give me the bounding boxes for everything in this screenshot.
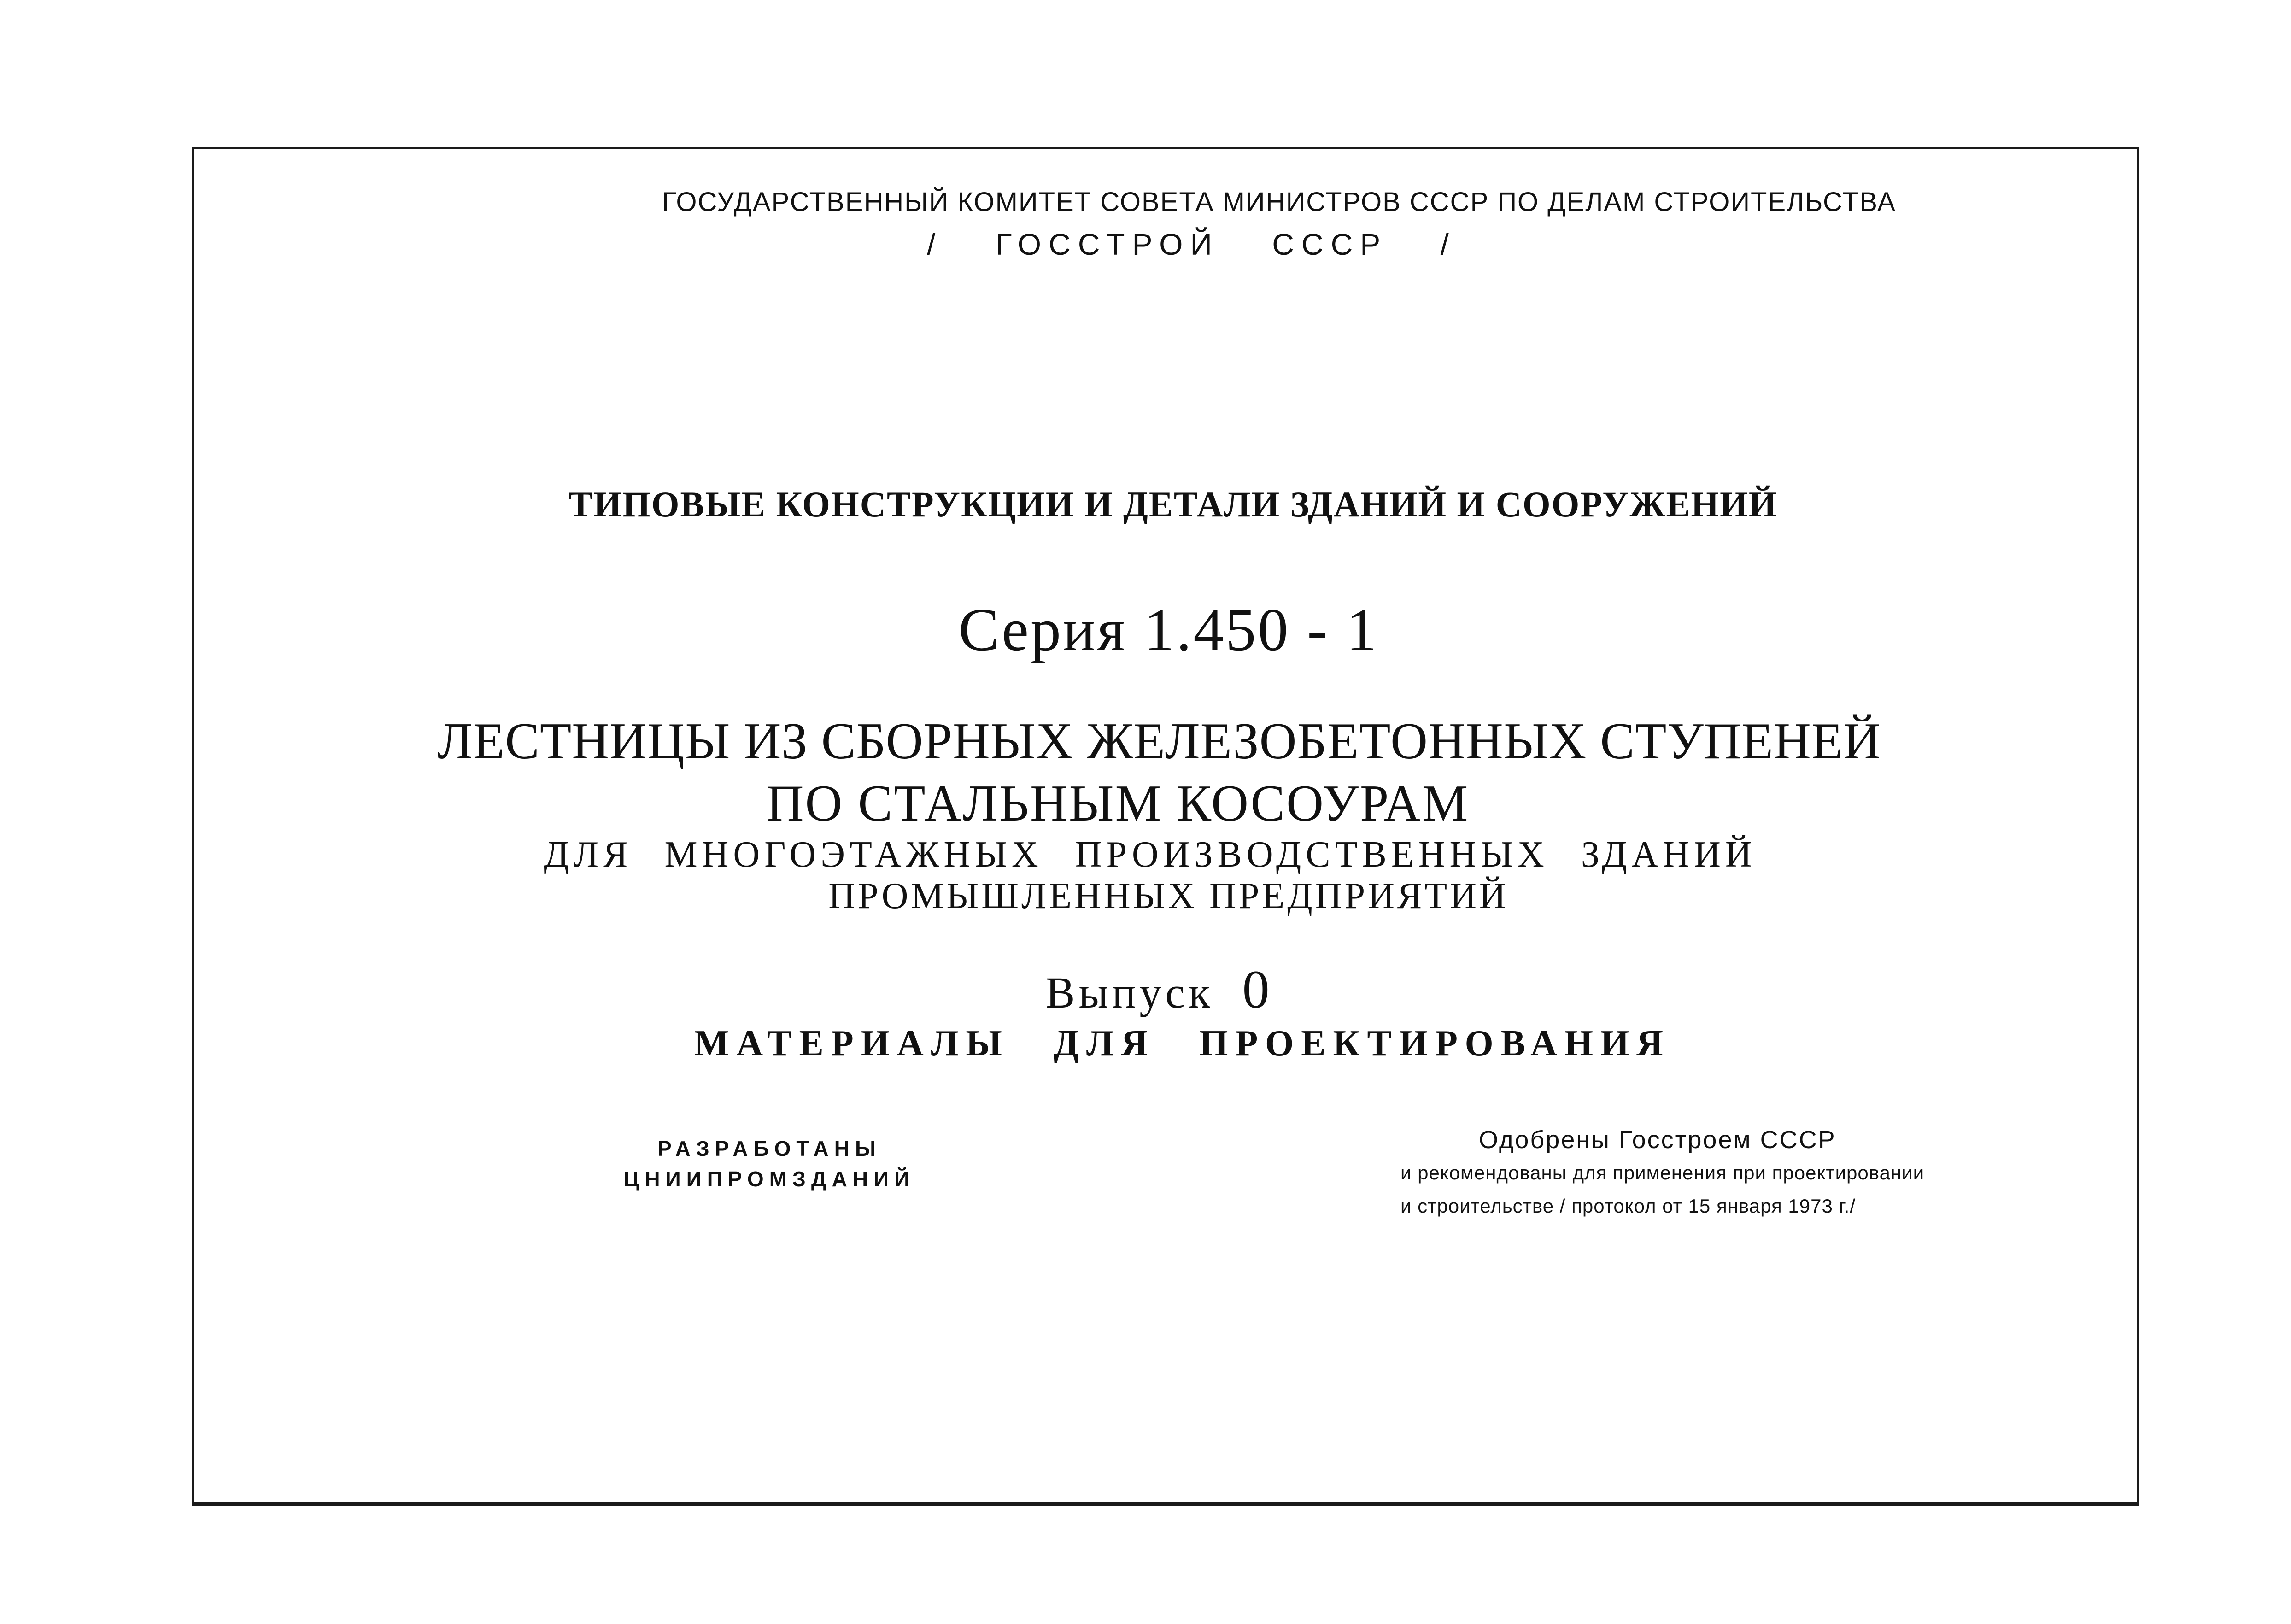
document-subtitle-line-1: ДЛЯ МНОГОЭТАЖНЫХ ПРОИЗВОДСТВЕННЫХ ЗДАНИЙ	[544, 834, 1757, 875]
issue-number: 0	[1242, 959, 1273, 1020]
developer-block	[585, 1133, 954, 1194]
issue-heading	[14, 958, 2291, 1021]
issue-label: Выпуск	[1045, 968, 1214, 1017]
approval-line-1: Одобрены Госстроем СССР	[1479, 1126, 1836, 1154]
issue-title: МАТЕРИАЛЫ ДЛЯ ПРОЕКТИРОВАНИЯ	[694, 1023, 1671, 1064]
developer-name: ЦНИИПРОМЗДАНИЙ	[623, 1167, 915, 1191]
document-title-line-2: ПО СТАЛЬНЫМ КОСОУРАМ	[766, 775, 1470, 832]
ministry-heading: ГОСУДАРСТВЕННЫЙ КОМИТЕТ СОВЕТА МИНИСТРОВ СССР ПО ДЕЛАМ СТРОИТЕЛЬСТВА	[662, 187, 1896, 217]
agency-heading: / ГОССТРОЙ СССР /	[927, 227, 1456, 261]
approval-block	[1400, 1123, 2101, 1223]
category-heading: ТИПОВЫЕ КОНСТРУКЦИИ И ДЕТАЛИ ЗДАНИЙ И СООРУЖЕНИЙ	[568, 484, 1778, 524]
document-subtitle-line-2: ПРОМЫШЛЕННЫХ ПРЕДПРИЯТИЙ	[828, 876, 1509, 916]
series-title: Серия 1.450 - 1	[958, 596, 1379, 663]
approval-line-3: и строительстве / протокол от 15 января 1973 г./	[1400, 1195, 1856, 1217]
approval-line-2: и рекомендованы для применения при проектировании	[1400, 1162, 1925, 1184]
developer-label: РАЗРАБОТАНЫ	[657, 1137, 882, 1161]
document-title-line-1: ЛЕСТНИЦЫ ИЗ СБОРНЫХ ЖЕЛЕЗОБЕТОННЫХ СТУПЕНЕЙ	[437, 713, 1881, 770]
